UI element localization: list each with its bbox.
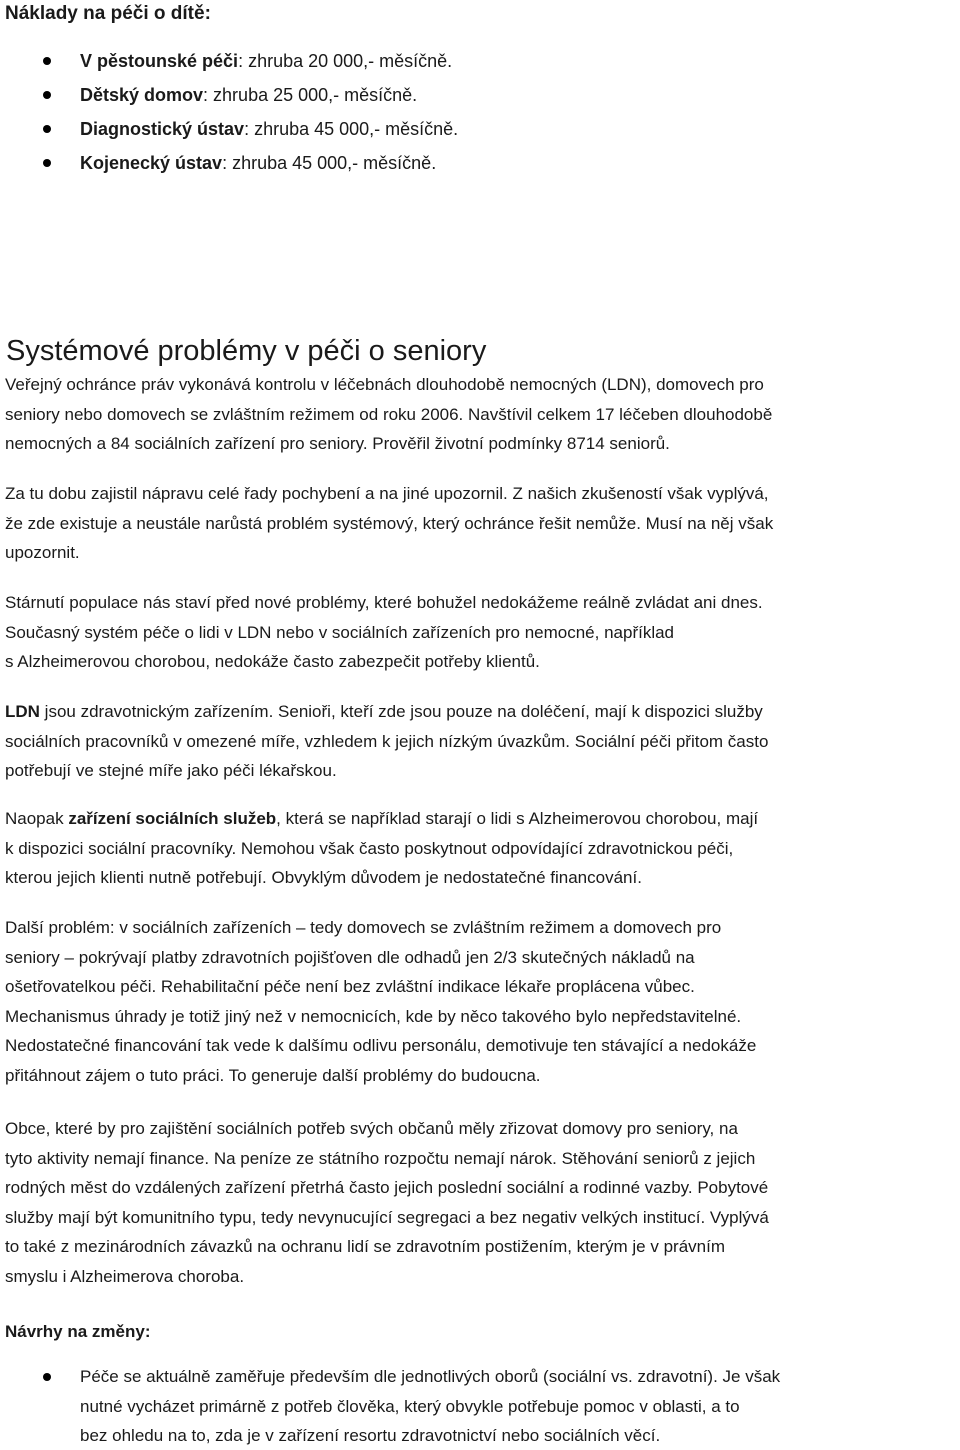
- costs-heading: Náklady na péči o dítě:: [5, 3, 211, 24]
- text-line: Mechanismus úhrady je totiž jiný než v nemocnicích, kde by něco takového bylo nepředstavitelné.: [5, 1006, 742, 1026]
- text-line: přitáhnout zájem o tuto práci. To generuje další problémy do budoucna.: [5, 1065, 541, 1085]
- text-line: Obce, které by pro zajištění sociálních potřeb svých občanů měly zřizovat domovy pro seniory, na: [5, 1119, 738, 1138]
- list-item: [0, 78, 458, 112]
- list-item-label: Dětský domov: [80, 85, 204, 105]
- text-line: rodných měst do vzdálených zařízení přetrhá často jejich poslední sociální a rodinné vazby. Pobytové: [5, 1178, 769, 1197]
- text-line: ošetřovatelkou péči. Rehabilitační péče není bez zvláštní indikace lékaře proplácena vůbec.: [5, 977, 695, 996]
- list-item: [0, 1362, 780, 1450]
- paragraph-funding-problem: [5, 913, 960, 1090]
- list-item-label: V pěstounské péči: [80, 51, 239, 71]
- text-line: potřebují ve stejné míře jako péči lékařskou.: [5, 761, 337, 780]
- paragraph-municipalities: [5, 1114, 960, 1291]
- text-line: [5, 804, 960, 834]
- proposals-list: [0, 1362, 780, 1450]
- list-item: [0, 146, 458, 180]
- paragraph-ageing-population: [5, 588, 960, 677]
- list-item-text: : zhruba 45 000,- měsíčně.: [244, 119, 459, 139]
- paragraph-social-services: [5, 804, 960, 893]
- text-line: kterou jejich klienti nutně potřebují. Obvyklým důvodem je nedostatečné financování.: [5, 868, 642, 887]
- text-line: Veřejný ochránce práv vykonává kontrolu v léčebnách dlouhodobě nemocných (LDN), domovech pro: [5, 375, 764, 394]
- text-line: že zde existuje a neustále narůstá problém systémový, který ochránce řešit nemůže. Musí na něj však: [5, 513, 774, 533]
- text-line: smyslu i Alzheimerova choroba.: [5, 1266, 245, 1286]
- list-item-text: : zhruba 20 000,- měsíčně.: [238, 51, 453, 71]
- text-line: Další problém: v sociálních zařízeních – tedy domovech se zvláštním režimem a domovech pro: [5, 918, 722, 937]
- section-title: Systémové problémy v péči o seniory: [6, 335, 487, 368]
- paragraph-systemic-problem: [5, 479, 960, 568]
- text-line: upozornit.: [5, 543, 80, 562]
- text-line: Péče se aktuálně zaměřuje především dle jednotlivých oborů (sociální vs. zdravotní). Je však: [80, 1367, 781, 1386]
- text-run: , která se například starají o lidi s Alzheimerovou chorobou, mají: [276, 809, 759, 828]
- list-item-label: Diagnostický ústav: [80, 119, 245, 139]
- text-line: k dispozici sociální pracovníky. Nemohou však často poskytnout odpovídající zdravotnickou péči,: [5, 838, 734, 858]
- list-item-text: : zhruba 45 000,- měsíčně.: [222, 153, 437, 173]
- list-item: [0, 112, 458, 146]
- text-line: Nedostatečné financování tak vede k dalšímu odlivu personálu, demotivuje ten stávající a nedokáže: [5, 1036, 757, 1055]
- text-line: Za tu dobu zajistil nápravu celé řady pochybení a na jiné upozornil. Z našich zkušeností však vyplývá,: [5, 484, 769, 503]
- text-line: nutné vycházet primárně z potřeb člověka, který obvykle potřebuje pomoc v oblasti, a to: [80, 1396, 740, 1416]
- text-line: to také z mezinárodních závazků na ochranu lidí se zdravotním postižením, kterým je v právním: [5, 1237, 725, 1256]
- text-line: služby mají být komunitního typu, tedy nevynucující segregaci a bez negativ velkých institucí. Vyplývá: [5, 1207, 769, 1227]
- bold-term: zařízení sociálních služeb: [68, 809, 277, 828]
- paragraph-ldn: [5, 697, 960, 786]
- text-line: sociálních pracovníků v omezené míře, vzhledem k jejich nízkým úvazkům. Sociální péči přitom často: [5, 731, 769, 751]
- list-item: [0, 44, 458, 78]
- text-line: s Alzheimerovou chorobou, nedokáže často zabezpečit potřeby klientů.: [5, 652, 540, 671]
- paragraph-ombudsman-inspections: [5, 370, 960, 459]
- text-run: jsou zdravotnickým zařízením. Senioři, kteří zde jsou pouze na doléčení, mají k dispozici služby: [39, 702, 763, 721]
- text-run: Naopak: [5, 809, 69, 828]
- text-line: seniory – pokrývají platby zdravotních pojišťoven dle odhadů jen 2/3 skutečných nákladů na: [5, 947, 695, 967]
- text-line: seniory nebo domovech se zvláštním režimem od roku 2006. Navštívil celkem 17 léčeben dlouhodobě: [5, 404, 773, 424]
- list-item-text: : zhruba 25 000,- měsíčně.: [203, 85, 418, 105]
- proposals-heading: Návrhy na změny:: [5, 1322, 151, 1341]
- text-line: [5, 697, 960, 727]
- costs-list: [0, 44, 458, 180]
- text-line: bez ohledu na to, zda je v zařízení resortu zdravotnictví nebo sociálních věcí.: [80, 1426, 661, 1445]
- text-line: tyto aktivity nemají finance. Na peníze ze státního rozpočtu nemají nárok. Stěhování seniorů z jejich: [5, 1148, 756, 1168]
- list-item-label: Kojenecký ústav: [80, 153, 223, 173]
- text-line: nemocných a 84 sociálních zařízení pro seniory. Prověřil životní podmínky 8714 seniorů.: [5, 434, 670, 453]
- text-line: Stárnutí populace nás staví před nové problémy, které bohužel nedokážeme reálně zvládat ani dnes.: [5, 593, 763, 612]
- bold-term: LDN: [5, 702, 40, 721]
- text-line: Současný systém péče o lidi v LDN nebo v sociálních zařízeních pro nemocné, například: [5, 622, 675, 642]
